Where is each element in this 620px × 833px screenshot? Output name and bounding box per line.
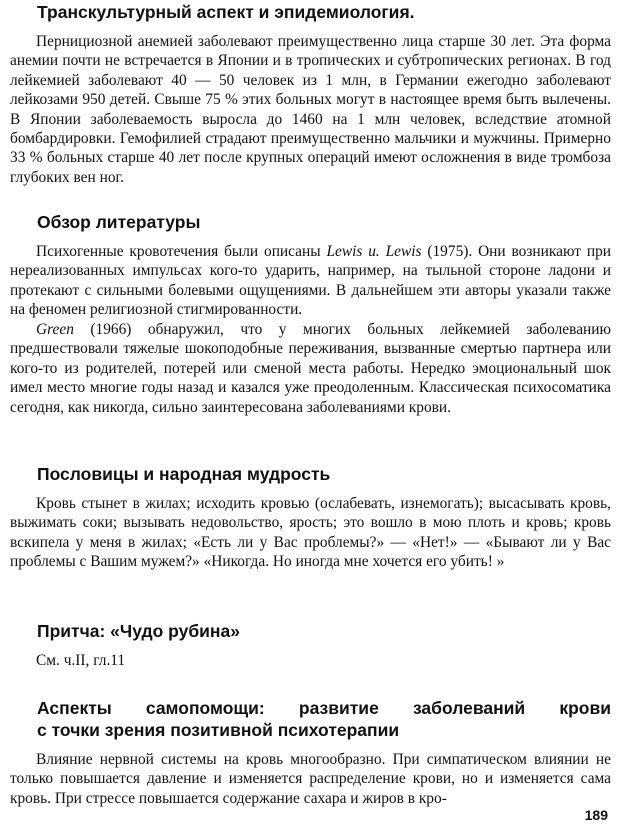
paragraph-literature-2 bbox=[10, 320, 611, 417]
citation-lewis: Lewis u. Lewis bbox=[326, 243, 422, 260]
heading-parable: Притча: «Чудо рубина» bbox=[37, 621, 240, 641]
page-number: 189 bbox=[584, 807, 608, 823]
paragraph-text: (1966) обнаружил, что у многих больных лейкемией заболеванию предшествовали тяжелые шокоподобные переживания, вызванные смертью партнера или кого-то из родителей, потерей или сменой места работы. Нередко эмоциональный шок имел место многие годы назад и казался уже преодоленным. Классическая психосоматика сегодня, как никогда, сильно заинтересована заболеваниями крови. bbox=[10, 321, 611, 416]
heading-selfhelp bbox=[37, 697, 611, 719]
paragraph-text: (1975). Они возникают при нереализованных импульсах кого-то ударить, например, на тыльной стороне ладони и протекают с сильными болевыми ощущениями. В дальнейшем эти авторы указали также на феномен религиозной стигмированности. bbox=[10, 243, 612, 319]
heading-literature: Обзор литературы bbox=[37, 212, 201, 232]
paragraph-selfhelp: Влияние нервной системы на кровь многообразно. При симпатическом влиянии не только повышается давление и изменяется распределение крови, но и изменяется сама кровь. При стрессе повышается содержание сахара и жиров в кро- bbox=[10, 751, 611, 807]
heading-epidemiology: Транскультурный аспект и эпидемиология. bbox=[37, 2, 415, 22]
heading-line: Аспекты самопомощи: развитие заболеваний крови bbox=[37, 698, 611, 718]
paragraph-epidemiology: Пернициозной анемией заболевают преимущественно лица старше 30 лет. Эта форма анемии почти не встречается в Японии и в тропических и субтропических регионах. В год лейкемией заболевают 40 — 50 человек из 1 млн, в Германии ежегодно заболевают лейкозами 950 детей. Свыше 75 % этих больных могут в настоящее время быть вылечены. В Японии заболеваемость выросла до 1460 на 1 млн человек, вследствие атомной бомбардировки. Гемофилией страдают преимущественно мальчики и мужчины. Примерно 33 % больных старше 40 лет после крупных операций имеют осложнения в виде тромбоза глубоких вен ног. bbox=[10, 33, 611, 186]
citation-green: Green bbox=[36, 321, 74, 338]
paragraph-proverbs: Кровь стынет в жилах; исходить кровью (ослабевать, изнемогать); высасывать кровь, выжимать соки; вызывать недовольство, ярость; это вошло в мою плоть и кровь; кровь вскипела у меня в жилах; «Есть ли у Вас проблемы?» — «Нет!» — «Бывают ли у Вас проблемы с Вашим мужем?» «Никогда. Но иногда мне хочется его убить! » bbox=[10, 495, 611, 571]
paragraph-text: Психогенные кровотечения были описаны bbox=[36, 243, 327, 260]
parable-reference: См. ч.II, гл.11 bbox=[36, 652, 126, 669]
paragraph-literature-1 bbox=[10, 242, 611, 320]
heading-proverbs: Пословицы и народная мудрость bbox=[37, 464, 331, 484]
heading-selfhelp-line2: с точки зрения позитивной психотерапии bbox=[37, 720, 400, 740]
